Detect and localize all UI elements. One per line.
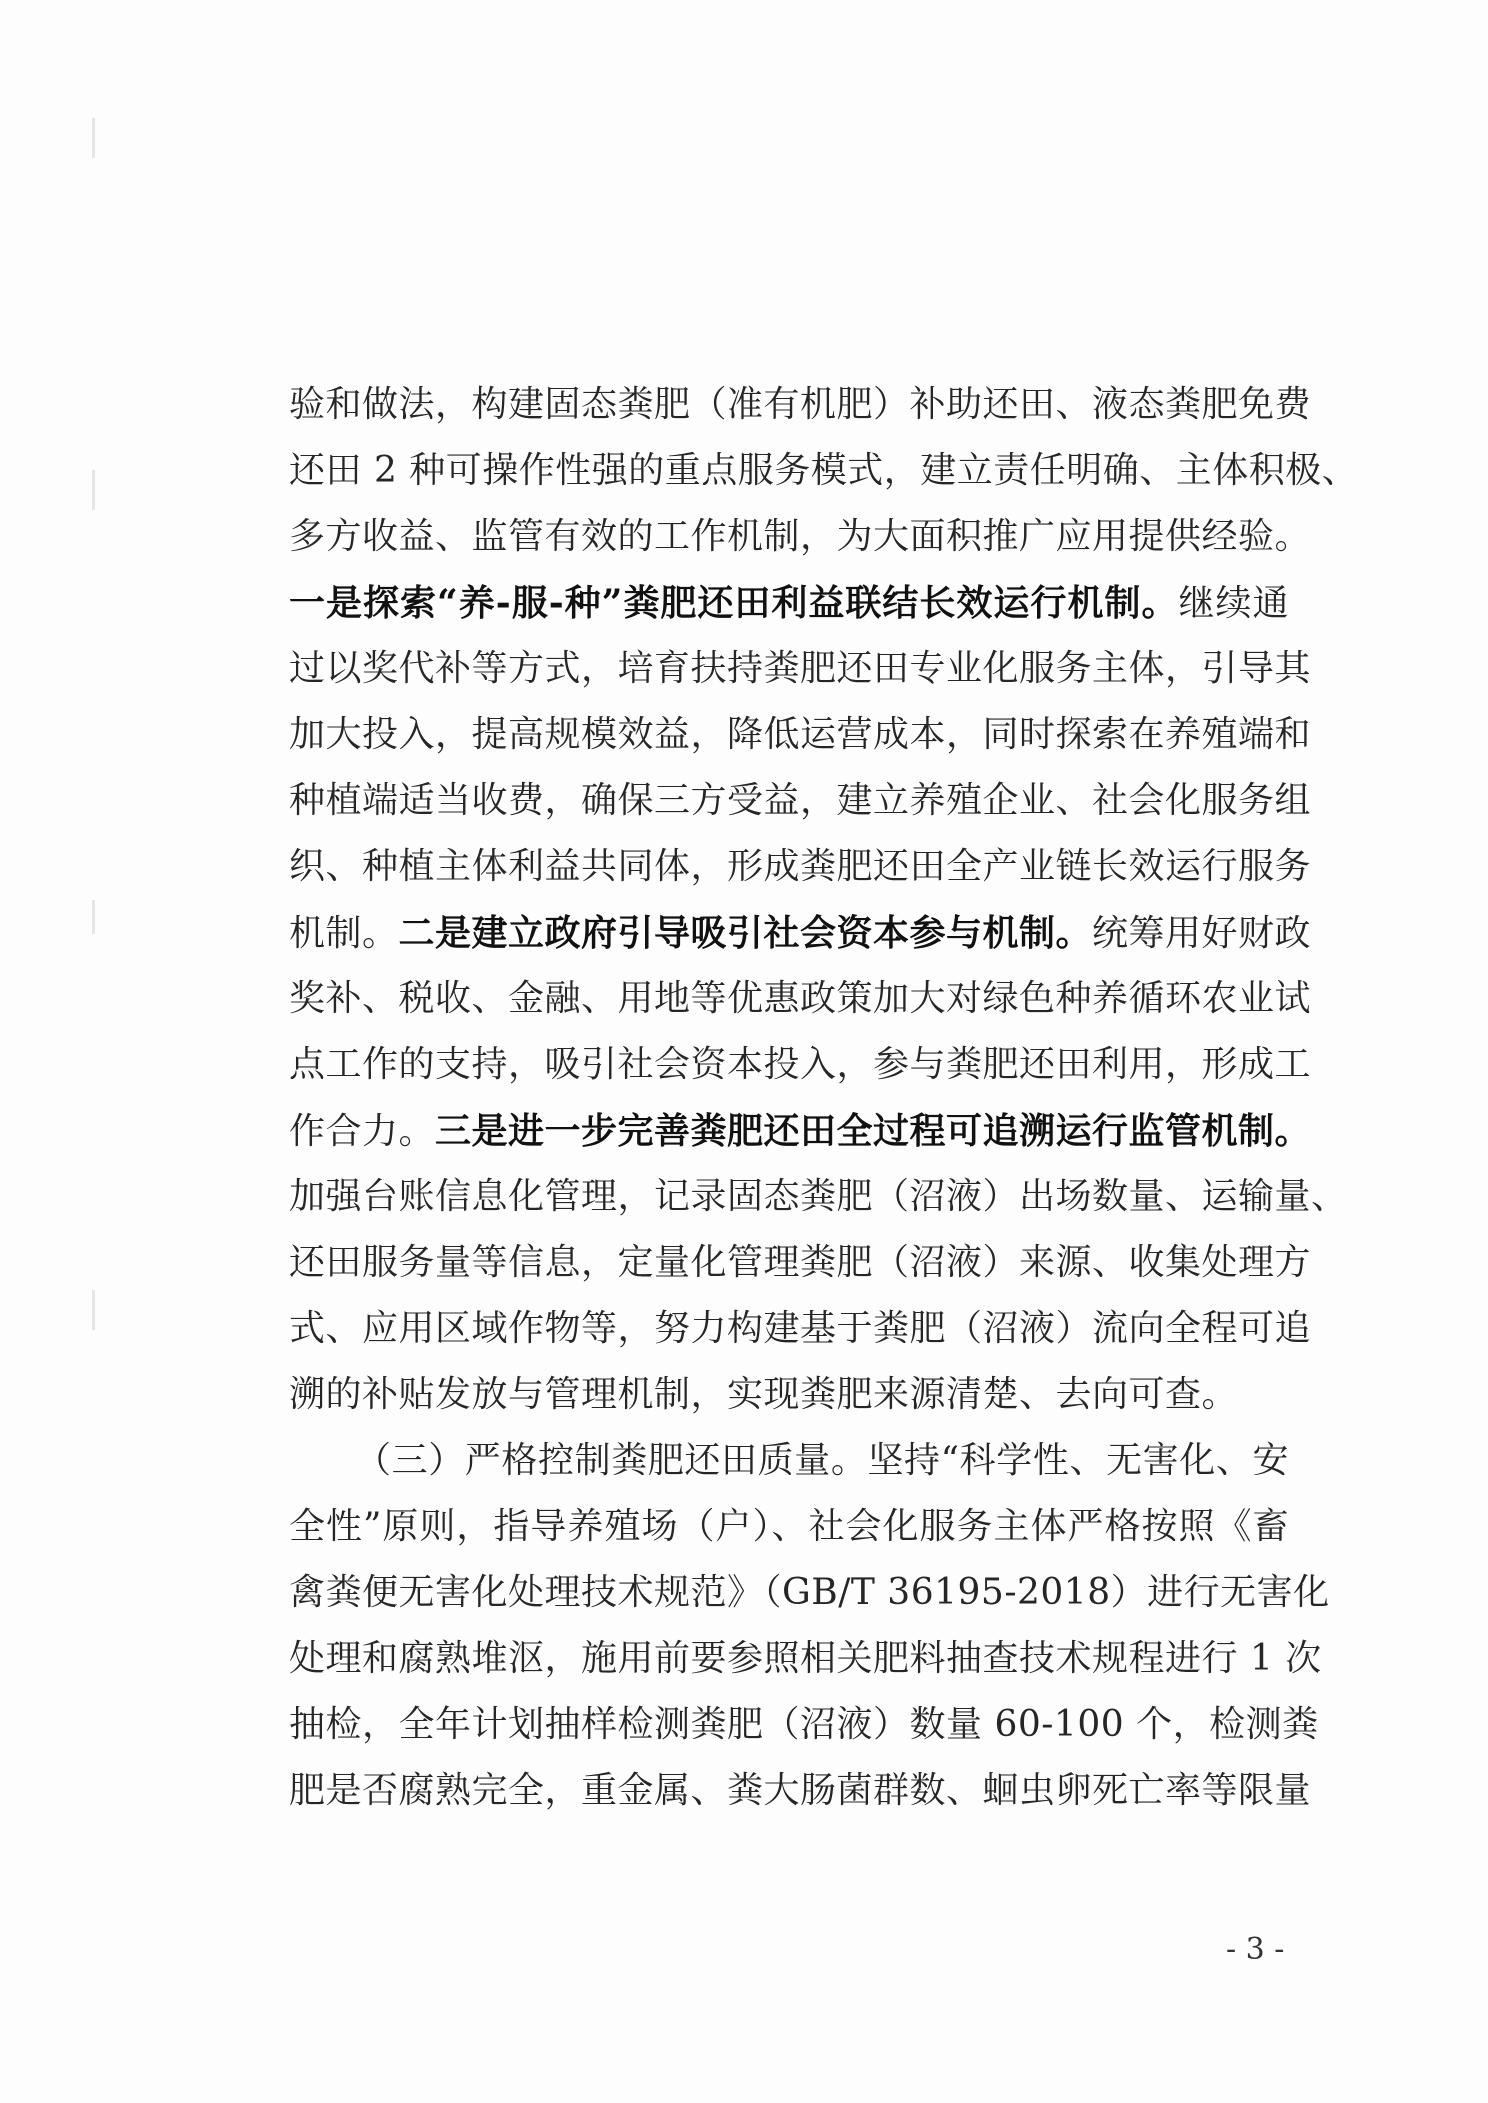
paragraph-line: 抽检，全年计划抽样检测粪肥（沼液）数量 60-100 个，检测粪 [289, 1704, 1319, 1745]
scan-margin-shadow [92, 1290, 95, 1330]
scan-margin-shadow [92, 470, 95, 510]
paragraph-line [289, 901, 1312, 965]
paragraph-line: 式、应用区域作物等，努力构建基于粪肥（沼液）流向全程可追 [289, 1308, 1312, 1349]
paragraph-line: 过以奖代补等方式，培育扶持粪肥还田专业化服务主体，引导其 [289, 648, 1312, 689]
paragraph-line [289, 571, 1289, 635]
paragraph-line: 全性”原则，指导养殖场（户）、社会化服务主体严格按照《畜 [289, 1506, 1289, 1547]
paragraph-line: 禽粪便无害化处理技术规范》（GB/T 36195-2018）进行无害化 [289, 1572, 1330, 1613]
line-text: 继续通 [1178, 583, 1289, 624]
paragraph-line: 加强台账信息化管理，记录固态粪肥（沼液）出场数量、运输量、 [289, 1176, 1348, 1217]
paragraph-line: 处理和腐熟堆沤，施用前要参照相关肥料抽查技术规程进行 1 次 [289, 1638, 1322, 1679]
paragraph-line: 还田 2 种可操作性强的重点服务模式，建立责任明确、主体积极、 [289, 450, 1359, 491]
section-heading-line: （三）严格控制粪肥还田质量。坚持“科学性、无害化、安 [355, 1440, 1289, 1481]
paragraph-line: 织、种植主体利益共同体，形成粪肥还田全产业链长效运行服务 [289, 846, 1312, 887]
page-number: - 3 - [1226, 1932, 1285, 1967]
bold-heading: 二是建立政府引导吸引社会资本参与机制。 [398, 912, 1093, 954]
bold-heading: 三是进一步完善粪肥还田全过程可追溯运行监管机制。 [435, 1110, 1312, 1152]
paragraph-line: 点工作的支持，吸引社会资本投入，参与粪肥还田利用，形成工 [289, 1044, 1312, 1085]
paragraph-line: 还田服务量等信息，定量化管理粪肥（沼液）来源、收集处理方 [289, 1242, 1312, 1283]
paragraph-line: 溯的补贴发放与管理机制，实现粪肥来源清楚、去向可查。 [289, 1374, 1239, 1415]
paragraph-line: 种植端适当收费，确保三方受益，建立养殖企业、社会化服务组 [289, 780, 1312, 821]
paragraph-line: 肥是否腐熟完全，重金属、粪大肠菌群数、蛔虫卵死亡率等限量 [289, 1770, 1312, 1811]
paragraph-line: 奖补、税收、金融、用地等优惠政策加大对绿色种养循环农业试 [289, 978, 1312, 1019]
scan-margin-shadow [92, 900, 95, 934]
bold-heading: 一是探索“养-服-种”粪肥还田利益联结长效运行机制。 [289, 582, 1179, 624]
paragraph-line: 加大投入，提高规模效益，降低运营成本，同时探索在养殖端和 [289, 714, 1312, 755]
line-text: 机制。 [289, 913, 399, 954]
paragraph-line [289, 1099, 1312, 1163]
paragraph-line: 多方收益、监管有效的工作机制，为大面积推广应用提供经验。 [289, 516, 1312, 557]
line-text: 统筹用好财政 [1092, 913, 1312, 954]
line-text: 作合力。 [289, 1111, 436, 1152]
paragraph-line: 验和做法，构建固态粪肥（准有机肥）补助还田、液态粪肥免费 [289, 384, 1312, 425]
scan-margin-shadow [92, 118, 95, 158]
